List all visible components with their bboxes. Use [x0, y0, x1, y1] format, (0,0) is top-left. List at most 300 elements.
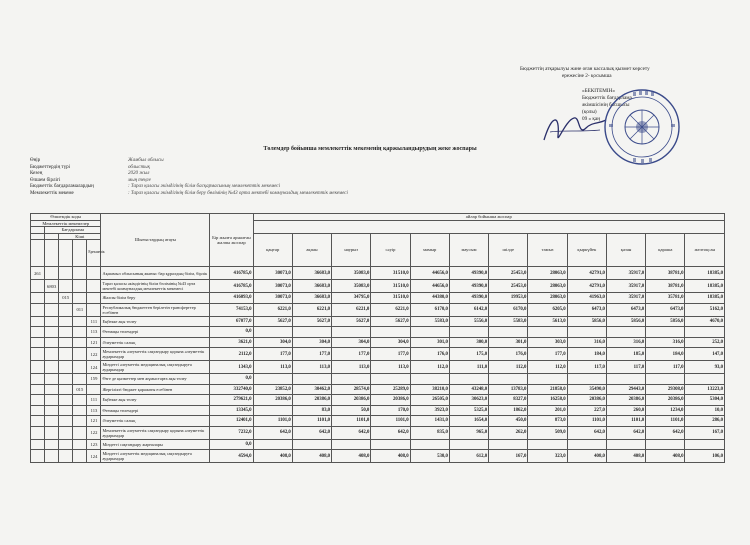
month-value-cell: [528, 327, 567, 338]
month-value-cell: [489, 374, 528, 385]
month-value-cell: 13783,0: [489, 384, 528, 395]
month-value-cell: 177,0: [528, 348, 567, 361]
month-value-cell: 642,0: [253, 426, 292, 439]
approval-line: ережесіне 2- қосымша: [562, 73, 612, 79]
month-value-cell: 30073,0: [253, 280, 292, 293]
month-value-cell: [410, 327, 449, 338]
month-value-cell: 642,0: [371, 426, 410, 439]
month-value-cell: [528, 439, 567, 450]
total-cell: 3621,0: [210, 337, 253, 348]
meta-label: Өңір: [30, 158, 41, 163]
month-value-cell: 41963,0: [567, 293, 606, 304]
indicator-cell: Еңбекке ақы төлеу: [101, 395, 210, 406]
month-value-cell: 304,0: [292, 337, 331, 348]
code-cell: [59, 426, 73, 439]
month-value-cell: 6221,0: [253, 303, 292, 316]
month-header: тамыз: [528, 233, 567, 267]
month-value-cell: 35917,0: [606, 280, 645, 293]
month-value-cell: [371, 327, 410, 338]
month-value-cell: 5627,0: [371, 316, 410, 327]
total-cell: 74153,0: [210, 303, 253, 316]
indicator-cell: Өзге де қызметтер мен жұмыстарға ақы төлеу: [101, 374, 210, 385]
total-header: Бір жылға арналған жалпы жоспар: [210, 214, 253, 267]
month-value-cell: 20386,0: [606, 395, 645, 406]
month-value-cell: [292, 439, 331, 450]
month-value-cell: 316,0: [646, 337, 685, 348]
month-value-cell: 965,0: [449, 426, 488, 439]
month-value-cell: 5304,0: [685, 395, 725, 406]
code-cell: [73, 293, 87, 304]
meta-row: [30, 184, 348, 191]
code-cell: 122: [87, 348, 101, 361]
code-cell: [59, 327, 73, 338]
total-cell: 332740,0: [210, 384, 253, 395]
code-cell: [31, 303, 45, 316]
month-value-cell: 20386,0: [371, 395, 410, 406]
meta-label: Өлшем бірлігі: [30, 177, 61, 183]
table-row: [31, 293, 725, 304]
indicator-cell: Міндетті әлеуметтік медициналық сақтандыруға аударымдар: [101, 450, 210, 463]
month-value-cell: 30073,0: [253, 267, 292, 280]
month-value-cell: 113,0: [332, 361, 371, 374]
code-cell: [73, 316, 87, 327]
month-value-cell: 201,0: [528, 405, 567, 416]
code-cell: [59, 337, 73, 348]
meta-value: 2020 жыл: [128, 171, 150, 177]
month-value-cell: 6473,0: [567, 303, 606, 316]
code-cell: [45, 348, 59, 361]
code-cell: 111: [87, 316, 101, 327]
month-value-cell: 316,0: [567, 337, 606, 348]
code-cell: [31, 337, 45, 348]
month-value-cell: [410, 439, 449, 450]
month-value-cell: 642,0: [646, 426, 685, 439]
month-value-cell: 408,0: [292, 450, 331, 463]
code-cell: [87, 280, 101, 293]
table-row: [31, 280, 725, 293]
code-cell: [45, 450, 59, 463]
month-header: қараша: [646, 233, 685, 267]
table-row: [31, 426, 725, 439]
code-cell: 113: [87, 327, 101, 338]
month-value-cell: 112,0: [528, 361, 567, 374]
code-cell: [73, 280, 87, 293]
table-row: [31, 327, 725, 338]
month-value-cell: 252,0: [685, 337, 725, 348]
code-cell: 123: [87, 439, 101, 450]
month-value-cell: 49390,0: [449, 267, 488, 280]
code-cell: [45, 439, 59, 450]
month-value-cell: 29308,0: [646, 384, 685, 395]
month-value-cell: 18385,0: [685, 280, 725, 293]
month-value-cell: 25453,0: [489, 267, 528, 280]
code-cell: [59, 316, 73, 327]
table-row: [31, 384, 725, 395]
month-value-cell: 227,0: [567, 405, 606, 416]
month-value-cell: 13223,0: [685, 384, 725, 395]
month-value-cell: [253, 439, 292, 450]
month-value-cell: [371, 374, 410, 385]
month-value-cell: [253, 374, 292, 385]
meta-label: Бюджеттердің түрі: [30, 164, 70, 170]
code-cell: 015: [59, 293, 73, 304]
month-value-cell: 10,0: [685, 405, 725, 416]
month-value-cell: 112,0: [410, 361, 449, 374]
month-value-cell: 38210,0: [410, 384, 449, 395]
indicator-cell: Тараз қаласы әкімдігінің білім бөлімінің №43 орта мектебі коммуналдық мемлекеттік мекемесі: [101, 280, 210, 293]
code-cell: [45, 327, 59, 338]
approval-line: Бюджеттік бағдарлама: [582, 95, 632, 101]
month-value-cell: 147,0: [685, 348, 725, 361]
month-value-cell: 44656,0: [410, 280, 449, 293]
total-cell: 416785,0: [210, 267, 253, 280]
month-header: шілде: [489, 233, 528, 267]
month-value-cell: 44656,0: [410, 267, 449, 280]
meta-row: [30, 191, 348, 198]
month-value-cell: [646, 327, 685, 338]
months-spacer: [253, 220, 724, 233]
month-value-cell: [332, 439, 371, 450]
total-cell: 416093,0: [210, 293, 253, 304]
month-value-cell: 31510,0: [371, 293, 410, 304]
table-body: [31, 267, 725, 463]
month-value-cell: 6221,0: [332, 303, 371, 316]
month-value-cell: 530,0: [410, 450, 449, 463]
month-value-cell: 44380,0: [410, 293, 449, 304]
total-cell: 0,0: [210, 327, 253, 338]
code-cell: 261: [31, 267, 45, 280]
month-value-cell: 112,0: [489, 361, 528, 374]
total-cell: 0,0: [210, 374, 253, 385]
indicator-cell: Ақшамыл облысының жыныс бар құралдың білім, бірлік: [101, 267, 210, 280]
code-cell: 121: [87, 416, 101, 427]
code-cell: [31, 361, 45, 374]
month-value-cell: 176,0: [410, 348, 449, 361]
code-cell: 111: [87, 395, 101, 406]
month-value-cell: 35917,0: [606, 267, 645, 280]
month-value-cell: [410, 374, 449, 385]
month-value-cell: 26505,0: [410, 395, 449, 406]
table-row: [31, 416, 725, 427]
code-cell: [31, 426, 45, 439]
month-value-cell: 408,0: [567, 450, 606, 463]
month-value-cell: 408,0: [606, 450, 645, 463]
code-cell: [73, 361, 87, 374]
code-cell: [45, 416, 59, 427]
month-value-cell: 36683,0: [292, 267, 331, 280]
month-value-cell: 5613,0: [528, 316, 567, 327]
code-cell: [31, 280, 45, 293]
indicator-cell: Мемлекеттік әлеуметтік сақтандыру қорына әлеуметтік аударымдар: [101, 426, 210, 439]
table-row: [31, 361, 725, 374]
month-value-cell: [332, 327, 371, 338]
month-value-cell: 167,0: [685, 426, 725, 439]
document-title: Төлемдер бойынша мемлекеттік мекеменің қаржыландырудың жеке жоспары: [263, 146, 477, 152]
approval-line: (қолы): [582, 109, 597, 115]
total-cell: 0,0: [210, 439, 253, 450]
code-cell: [73, 267, 87, 280]
total-cell: 12401,0: [210, 416, 253, 427]
meta-value: : Тараз қаласы әкімдігінің білім беру бөлімінің №43 орта мектебі коммуналдық мемлекеттік мекемесі: [128, 190, 348, 196]
total-cell: 13345,0: [210, 405, 253, 416]
month-value-cell: 30073,0: [253, 293, 292, 304]
month-header: сәуір: [371, 233, 410, 267]
code-cell: [45, 303, 59, 316]
meta-value: облыстық: [128, 164, 150, 170]
month-value-cell: 117,0: [606, 361, 645, 374]
month-value-cell: 113,0: [371, 361, 410, 374]
total-cell: 67077,0: [210, 316, 253, 327]
month-header: қаңтар: [253, 233, 292, 267]
code-cell: 159: [87, 374, 101, 385]
code-cell: [59, 267, 73, 280]
month-value-cell: [332, 374, 371, 385]
month-value-cell: [253, 405, 292, 416]
indicator-cell: Еңбекке ақы төлеу: [101, 316, 210, 327]
code-cell: [73, 450, 87, 463]
code-cell: 011: [73, 303, 87, 316]
code-cell: 121: [87, 337, 101, 348]
month-value-cell: 36683,0: [292, 280, 331, 293]
code-cell: 015: [73, 384, 87, 395]
month-value-cell: 34795,0: [332, 293, 371, 304]
months-group-header: айлар бойынша жоспар: [253, 214, 724, 221]
month-value-cell: 301,0: [489, 337, 528, 348]
month-value-cell: 117,0: [646, 361, 685, 374]
month-value-cell: 20386,0: [646, 395, 685, 406]
indicator-cell: Әлеуметтік салық: [101, 416, 210, 427]
month-value-cell: 83,0: [292, 405, 331, 416]
month-value-cell: 262,0: [489, 426, 528, 439]
meta-label: Мемлекеттік мекеме: [30, 190, 74, 196]
month-value-cell: 170,0: [371, 405, 410, 416]
code-cell: [45, 405, 59, 416]
code-cell: [87, 293, 101, 304]
month-value-cell: 28063,0: [528, 293, 567, 304]
month-value-cell: 1101,0: [253, 416, 292, 427]
code-cell: 122: [87, 426, 101, 439]
signature-icon: [540, 110, 610, 148]
code-cell: [31, 395, 45, 406]
month-value-cell: 20386,0: [567, 395, 606, 406]
month-value-cell: 316,0: [606, 337, 645, 348]
total-cell: 279621,0: [210, 395, 253, 406]
code-cell: [59, 416, 73, 427]
month-value-cell: 5325,0: [449, 405, 488, 416]
month-value-cell: 1654,0: [449, 416, 488, 427]
code-cell: [59, 384, 73, 395]
meta-label: Бюджеттік бағдарламалардың: [30, 184, 94, 190]
meta-value: Жамбыл облысы: [128, 158, 164, 163]
month-value-cell: 6221,0: [292, 303, 331, 316]
month-header: наурыз: [332, 233, 371, 267]
month-value-cell: 175,0: [449, 348, 488, 361]
month-value-cell: 50,0: [332, 405, 371, 416]
month-value-cell: 6221,0: [371, 303, 410, 316]
month-value-cell: [646, 439, 685, 450]
code-cell: [73, 348, 87, 361]
code-cell: [87, 303, 101, 316]
code-cell: [59, 303, 73, 316]
month-value-cell: 304,0: [332, 337, 371, 348]
code-cell: [31, 439, 45, 450]
code-cell: [45, 337, 59, 348]
month-value-cell: 6170,0: [410, 303, 449, 316]
seal-icon: [603, 88, 681, 166]
code-cell: [59, 395, 73, 406]
table-row: [31, 303, 725, 316]
month-value-cell: 5856,0: [606, 316, 645, 327]
month-value-cell: 612,0: [449, 450, 488, 463]
month-value-cell: [489, 327, 528, 338]
table-row: [31, 395, 725, 406]
total-cell: 2112,0: [210, 348, 253, 361]
table-row: [31, 439, 725, 450]
month-value-cell: 49390,0: [449, 280, 488, 293]
month-value-cell: 38781,0: [646, 267, 685, 280]
code-cell: [73, 405, 87, 416]
month-value-cell: [567, 439, 606, 450]
month-value-cell: 5627,0: [253, 316, 292, 327]
month-value-cell: [371, 439, 410, 450]
code-cell: [73, 426, 87, 439]
month-value-cell: 873,0: [528, 416, 567, 427]
total-cell: 7232,0: [210, 426, 253, 439]
code-cell: 124: [87, 450, 101, 463]
meta-block: [30, 158, 348, 198]
month-value-cell: [685, 374, 725, 385]
financing-plan-table: [30, 213, 725, 463]
month-value-cell: 117,0: [567, 361, 606, 374]
month-value-cell: [253, 327, 292, 338]
code-cell: [45, 374, 59, 385]
meta-value: мың теңге: [128, 177, 151, 183]
month-header: желтоқсан: [685, 233, 725, 267]
indicator-cell: Өтемақы төлемдері: [101, 405, 210, 416]
month-value-cell: 28063,0: [528, 267, 567, 280]
code-cell: [73, 374, 87, 385]
code-cell: [31, 405, 45, 416]
code-cell: [31, 416, 45, 427]
month-value-cell: 304,0: [371, 337, 410, 348]
month-value-cell: [606, 327, 645, 338]
total-cell: 416785,0: [210, 280, 253, 293]
month-value-cell: [606, 439, 645, 450]
month-value-cell: 35083,0: [332, 280, 371, 293]
month-header: қыркүйек: [567, 233, 606, 267]
code-cell: 124: [87, 361, 101, 374]
month-value-cell: 35781,0: [646, 293, 685, 304]
approval-line: 09 » қаң: [582, 116, 600, 122]
indicator-cell: Міндетті әлеуметтік медициналық сақтандыруға аударымдар: [101, 361, 210, 374]
month-value-cell: 23852,0: [253, 384, 292, 395]
indicator-cell: Өтемақы төлемдері: [101, 327, 210, 338]
table-row: [31, 337, 725, 348]
code-cell: 113: [87, 405, 101, 416]
month-value-cell: 509,0: [528, 426, 567, 439]
month-value-cell: 835,0: [410, 426, 449, 439]
month-value-cell: 5856,0: [567, 316, 606, 327]
month-value-cell: [685, 327, 725, 338]
month-value-cell: 20386,0: [332, 395, 371, 406]
code-cell: [31, 316, 45, 327]
code-cell: [73, 416, 87, 427]
month-value-cell: 5856,0: [646, 316, 685, 327]
month-value-cell: 29443,0: [606, 384, 645, 395]
month-value-cell: 1101,0: [332, 416, 371, 427]
month-value-cell: 18385,0: [685, 293, 725, 304]
month-value-cell: 25453,0: [489, 280, 528, 293]
month-value-cell: [528, 374, 567, 385]
table-row: [31, 374, 725, 385]
month-value-cell: 42791,0: [567, 280, 606, 293]
month-value-cell: [292, 327, 331, 338]
month-value-cell: 35917,0: [606, 293, 645, 304]
month-value-cell: 113,0: [253, 361, 292, 374]
meta-row: [30, 178, 348, 185]
code-cell: [45, 267, 59, 280]
month-value-cell: [449, 327, 488, 338]
month-value-cell: [567, 327, 606, 338]
table-row: [31, 348, 725, 361]
month-value-cell: 642,0: [606, 426, 645, 439]
month-value-cell: 323,0: [528, 450, 567, 463]
total-cell: 4594,0: [210, 450, 253, 463]
meta-row: [30, 158, 348, 165]
month-value-cell: 408,0: [371, 450, 410, 463]
table-row: [31, 450, 725, 463]
month-value-cell: 177,0: [292, 348, 331, 361]
month-value-cell: 1101,0: [646, 416, 685, 427]
indicator-cell: Жергілікті бюджет қаражаты есебінен: [101, 384, 210, 395]
month-header: мамыр: [410, 233, 449, 267]
month-value-cell: [567, 374, 606, 385]
month-value-cell: 1234,0: [646, 405, 685, 416]
month-value-cell: 176,0: [489, 348, 528, 361]
month-value-cell: 1862,0: [489, 405, 528, 416]
month-value-cell: 1431,0: [410, 416, 449, 427]
month-value-cell: 42791,0: [567, 267, 606, 280]
code-cell: [73, 439, 87, 450]
month-value-cell: 450,0: [489, 416, 528, 427]
code-cell: [31, 384, 45, 395]
month-value-cell: 260,0: [606, 405, 645, 416]
month-header: ақпан: [292, 233, 331, 267]
code-cell: [31, 374, 45, 385]
month-value-cell: [646, 374, 685, 385]
month-value-cell: 1101,0: [371, 416, 410, 427]
codes-group-header: Өлшемдік коды: [31, 214, 101, 221]
month-value-cell: 184,0: [567, 348, 606, 361]
program-header: Бағдарлама: [45, 227, 101, 234]
month-value-cell: [606, 374, 645, 385]
month-value-cell: [292, 374, 331, 385]
month-value-cell: 106,0: [685, 450, 725, 463]
month-value-cell: 167,0: [489, 450, 528, 463]
month-value-cell: 31510,0: [371, 280, 410, 293]
month-value-cell: 4670,0: [685, 316, 725, 327]
month-value-cell: 5556,0: [449, 316, 488, 327]
code-cell: [73, 395, 87, 406]
code-cell: [59, 439, 73, 450]
month-value-cell: 408,0: [332, 450, 371, 463]
month-value-cell: 20386,0: [292, 395, 331, 406]
month-value-cell: 5162,0: [685, 303, 725, 316]
code-cell: [45, 395, 59, 406]
month-value-cell: 1101,0: [606, 416, 645, 427]
month-value-cell: [449, 374, 488, 385]
month-value-cell: 113,0: [292, 361, 331, 374]
